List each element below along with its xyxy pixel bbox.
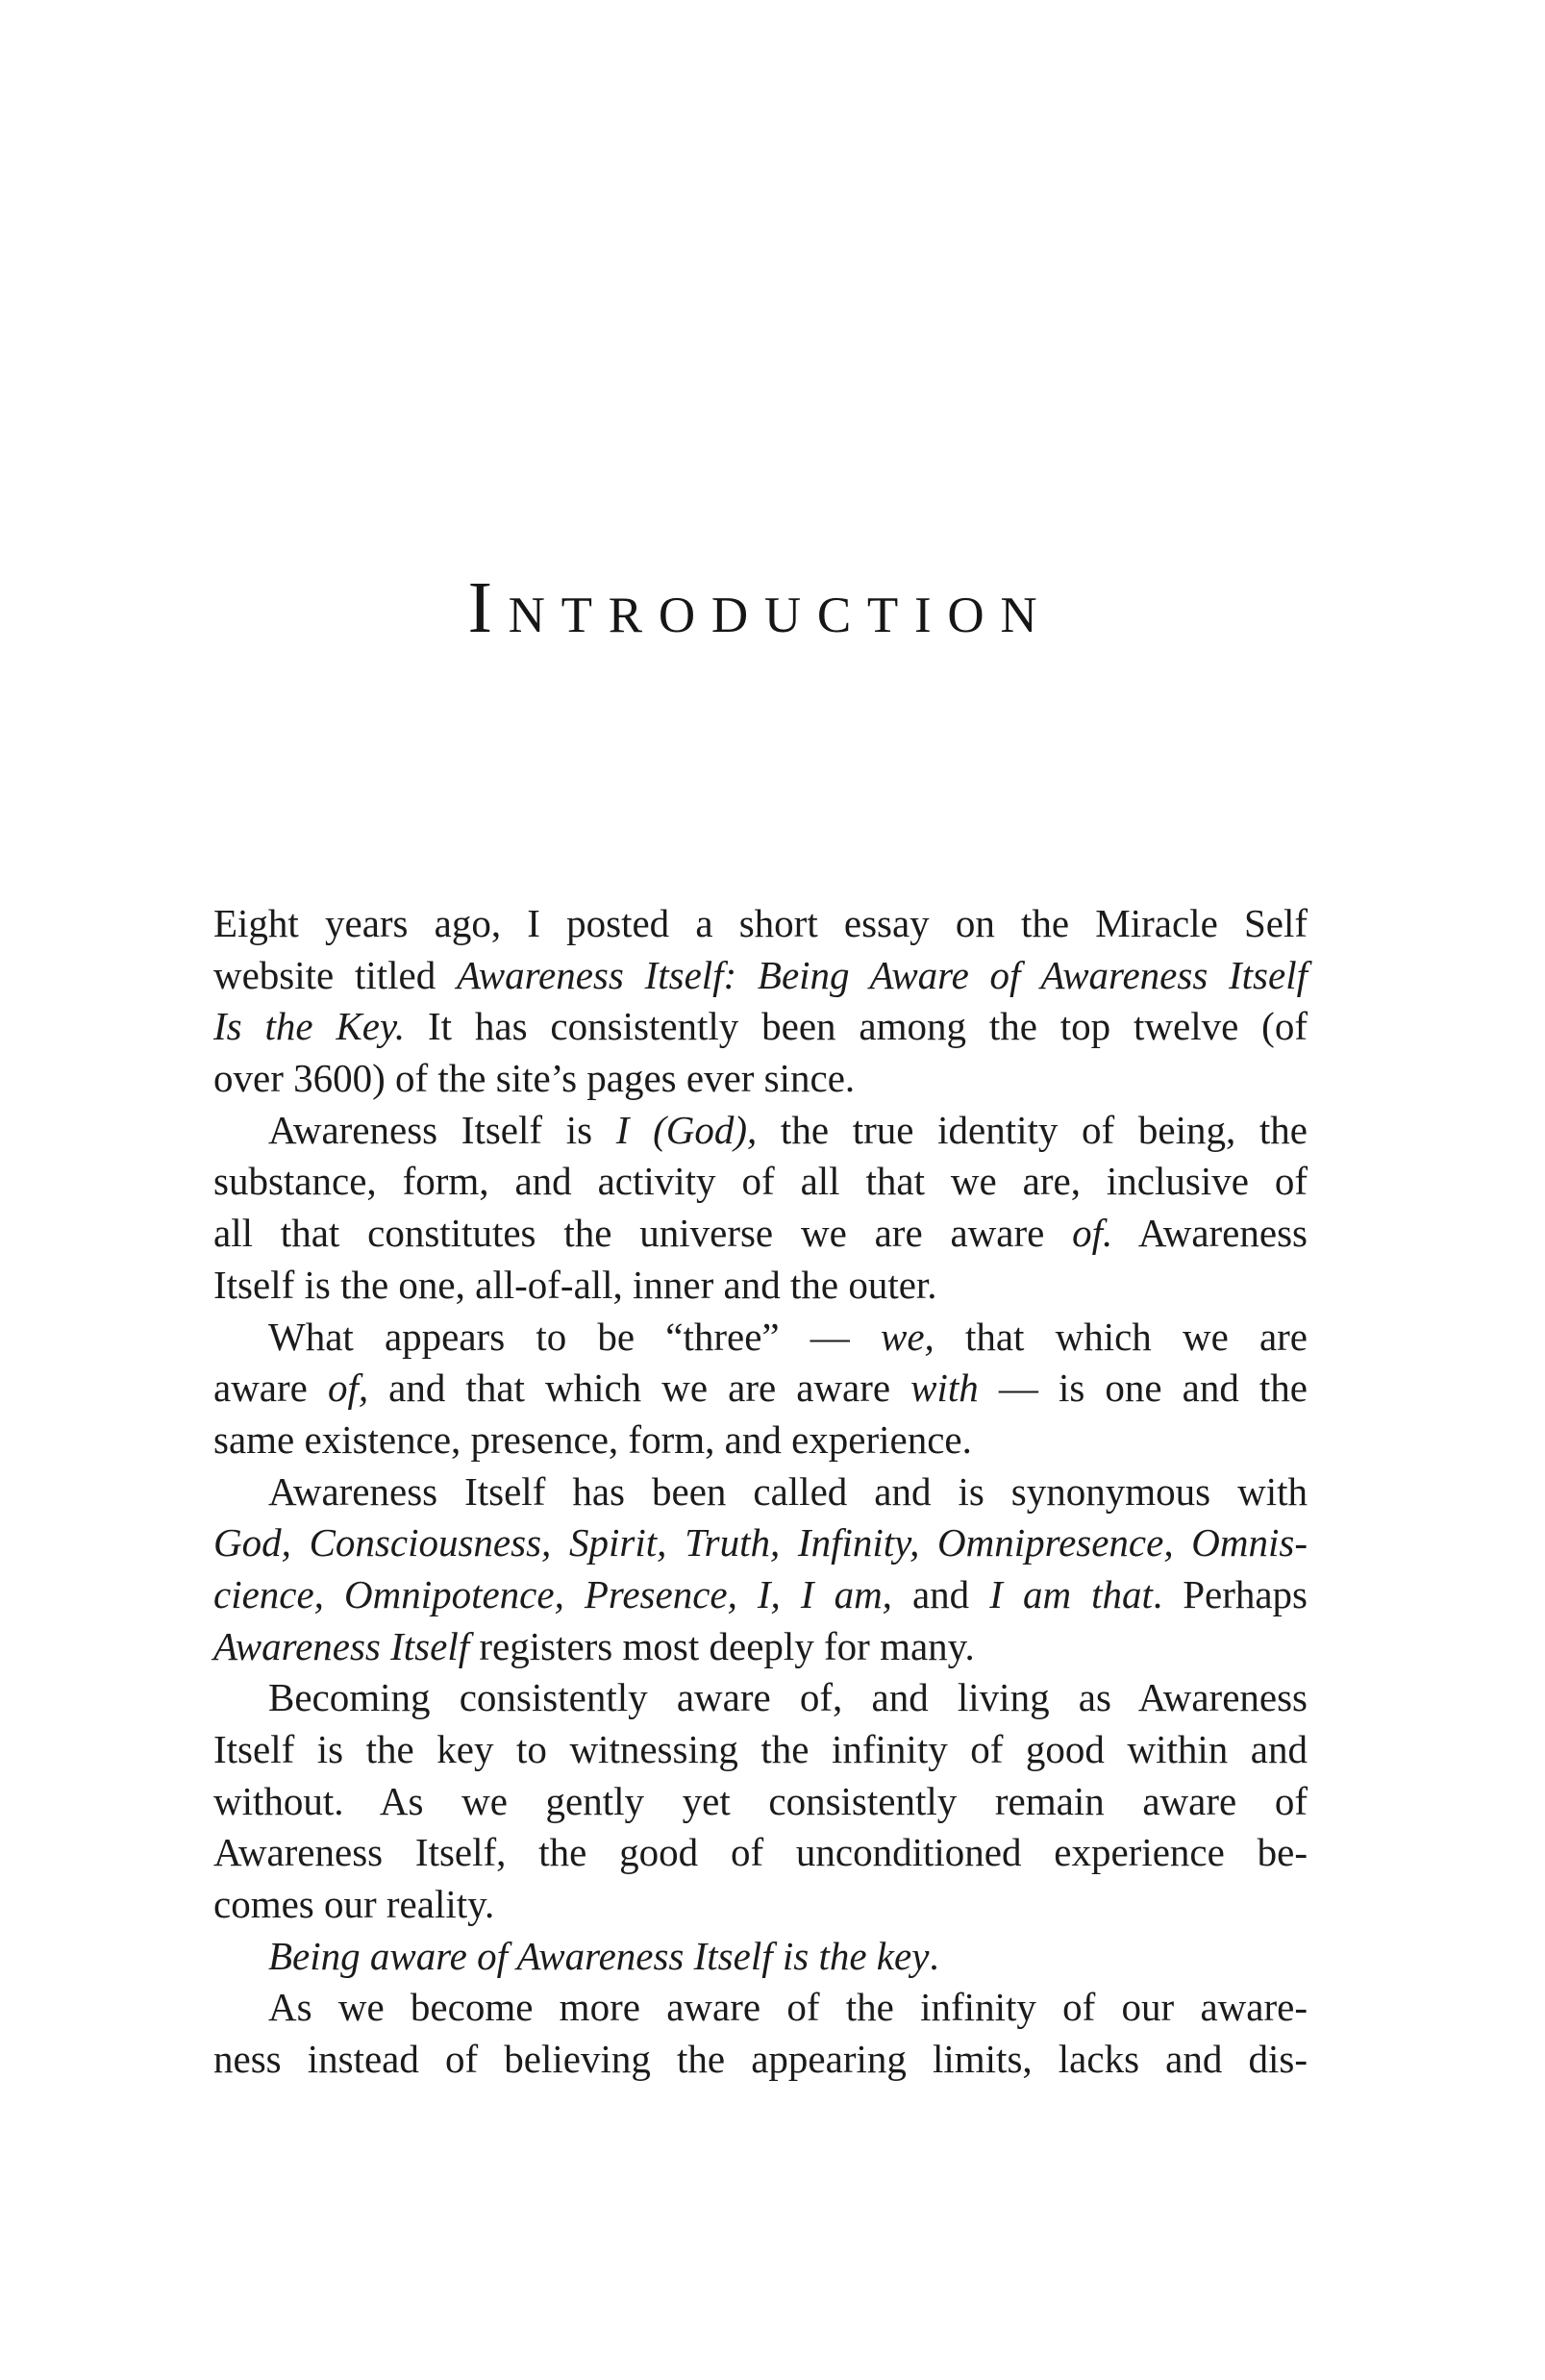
text-run: Eight years ago, I posted a short essay on the Miracle Self bbox=[213, 901, 1308, 945]
text-run: Becoming consistently aware of, and living as Awareness bbox=[268, 1675, 1308, 1720]
text-run: ness instead of believing the appearing limits, lacks and dis- bbox=[213, 2037, 1308, 2082]
italic-text-run: God, Consciousness, Spirit, Truth, Infinity, Omnipresence, Omnis- bbox=[213, 1520, 1308, 1566]
text-run: Awareness Itself has been called and is synonymous with bbox=[268, 1468, 1308, 1514]
text-line bbox=[213, 2034, 1308, 2086]
text-run: same existence, presence, form, and experience. bbox=[213, 1416, 972, 1462]
text-run: substance, form, and activity of all that we are, inclusive of bbox=[213, 1159, 1308, 1204]
italic-text-run: we, bbox=[880, 1314, 934, 1359]
text-run: Awareness Itself, the good of unconditioned experience be- bbox=[213, 1830, 1308, 1875]
text-run: comes our reality. bbox=[213, 1882, 495, 1927]
text-line bbox=[213, 1724, 1308, 1776]
text-line bbox=[213, 898, 1308, 950]
italic-text-run: of. bbox=[1072, 1211, 1113, 1256]
text-run: that which we are bbox=[934, 1314, 1308, 1359]
text-line bbox=[213, 1672, 1308, 1724]
text-line bbox=[213, 950, 1308, 1002]
text-run: It has consistently been among the top twelve (of bbox=[405, 1004, 1308, 1049]
text-line bbox=[213, 1363, 1308, 1415]
text-line bbox=[213, 1156, 1308, 1208]
text-line bbox=[213, 1569, 1308, 1621]
text-line bbox=[213, 1827, 1308, 1879]
italic-text-run: cience, Omnipotence, Presence, I, I am, bbox=[213, 1571, 892, 1616]
text-run: registers most deeply for many. bbox=[469, 1623, 975, 1668]
italic-text-run: Being aware of Awareness Itself is the key bbox=[268, 1933, 930, 1978]
text-run: . bbox=[929, 1933, 939, 1978]
text-line bbox=[213, 1466, 1308, 1518]
text-run: Awareness bbox=[1112, 1211, 1308, 1256]
text-line bbox=[213, 1105, 1308, 1157]
text-run: aware bbox=[213, 1365, 328, 1411]
italic-text-run: I am that bbox=[989, 1571, 1153, 1616]
text-line bbox=[213, 1776, 1308, 1828]
text-line bbox=[213, 1312, 1308, 1364]
text-run: Awareness Itself is bbox=[268, 1107, 616, 1152]
text-run: As we become more aware of the infinity of our aware- bbox=[268, 1985, 1308, 2030]
text-run: over 3600) of the site’s pages ever since. bbox=[213, 1056, 856, 1101]
text-run: — is one and the bbox=[978, 1365, 1308, 1411]
italic-text-run: Awareness Itself: Being Aware of Awareness Itself bbox=[456, 952, 1308, 997]
text-run: Itself is the one, all-of-all, inner and the outer. bbox=[213, 1262, 937, 1307]
text-line bbox=[213, 1982, 1308, 2034]
italic-text-run: I (God), bbox=[615, 1107, 758, 1152]
text-line bbox=[213, 1001, 1308, 1053]
chapter-title: Introduction bbox=[467, 567, 1054, 648]
italic-text-run: with bbox=[910, 1365, 979, 1411]
italic-text-run: Is the Key. bbox=[213, 1004, 406, 1049]
italic-text-run: of, bbox=[327, 1365, 369, 1411]
text-run: and bbox=[891, 1571, 990, 1616]
text-run: What appears to be “three” — bbox=[268, 1314, 881, 1359]
text-run: the true identity of being, the bbox=[757, 1107, 1308, 1152]
text-run: and that which we are aware bbox=[368, 1365, 911, 1411]
text-run: without. As we gently yet consistently remain aware of bbox=[213, 1778, 1308, 1823]
text-run: Itself is the key to witnessing the infinity of good within and bbox=[213, 1727, 1308, 1771]
body-text bbox=[213, 898, 1308, 2086]
text-line bbox=[213, 1208, 1308, 1260]
text-line bbox=[213, 1931, 1308, 1983]
italic-text-run: Awareness Itself bbox=[213, 1623, 470, 1668]
text-run: all that constitutes the universe we are aware bbox=[213, 1211, 1073, 1256]
text-line bbox=[213, 1517, 1308, 1569]
text-run: . Perhaps bbox=[1152, 1571, 1308, 1616]
text-run: website titled bbox=[213, 952, 457, 997]
